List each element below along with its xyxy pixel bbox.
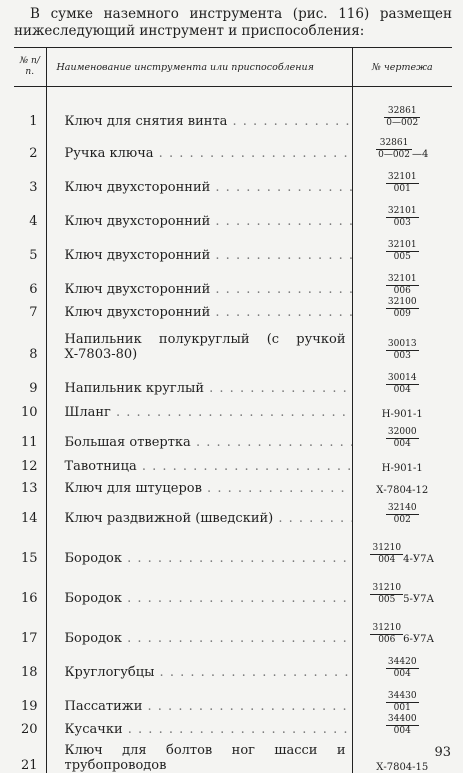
drawing-number xyxy=(352,606,452,646)
drawing-numerator: 30013 xyxy=(386,339,419,351)
tool-name: Ключ двухсторонний . . . xyxy=(46,161,352,195)
row-number: 7 xyxy=(14,297,46,320)
table-row xyxy=(14,526,452,566)
row-number: 19 xyxy=(14,680,46,714)
table-row xyxy=(14,606,452,646)
table-row xyxy=(14,362,452,396)
row-number: 21 xyxy=(14,737,46,773)
drawing-denominator: 004 xyxy=(386,726,419,737)
drawing-number xyxy=(352,97,452,129)
tool-name: Кусачки . . . xyxy=(46,714,352,737)
drawing-number xyxy=(352,496,452,526)
drawing-suffix: 5-У7А xyxy=(403,594,434,605)
drawing-numerator: 32101 xyxy=(386,172,419,184)
table-row xyxy=(14,450,452,474)
drawing-fraction xyxy=(386,503,419,526)
table-row xyxy=(14,263,452,297)
page-number: 93 xyxy=(434,745,451,760)
drawing-suffix: —4 xyxy=(412,149,428,160)
drawing-numerator: 32100 xyxy=(386,297,419,309)
tool-table-body xyxy=(14,87,452,773)
drawing-fraction xyxy=(386,427,419,450)
drawing-code: Н-901-1 xyxy=(382,463,423,474)
drawing-denominator: 004 xyxy=(370,555,403,566)
drawing-number xyxy=(352,680,452,714)
table-row xyxy=(14,714,452,737)
drawing-number xyxy=(352,229,452,263)
tool-table xyxy=(14,47,452,773)
drawing-denominator: 001 xyxy=(386,184,419,195)
drawing-number xyxy=(352,566,452,606)
tool-name: Ключ двухсторонний . . . xyxy=(46,297,352,320)
row-number: 20 xyxy=(14,714,46,737)
row-number: 12 xyxy=(14,450,46,474)
table-row xyxy=(14,680,452,714)
table-row xyxy=(14,396,452,420)
header-number: № п/п. xyxy=(14,48,46,87)
table-row xyxy=(14,320,452,362)
drawing-denominator: 003 xyxy=(386,218,419,229)
drawing-denominator: 006 xyxy=(370,635,403,646)
header-name: Наименование инструмента или приспособления xyxy=(46,48,352,87)
table-row xyxy=(14,195,452,229)
row-number: 9 xyxy=(14,362,46,396)
row-number: 14 xyxy=(14,496,46,526)
drawing-numerator: 31210 xyxy=(370,623,403,635)
table-row xyxy=(14,229,452,263)
table-row xyxy=(14,161,452,195)
tool-name: Ключ для штуцеров . . . xyxy=(46,474,352,496)
drawing-code: Х-7804-12 xyxy=(376,485,428,496)
table-row xyxy=(14,496,452,526)
drawing-fraction xyxy=(386,691,419,714)
drawing-numerator: 30014 xyxy=(386,373,419,385)
drawing-denominator: 0—002 xyxy=(384,118,420,129)
drawing-denominator: 0—002 xyxy=(376,150,412,161)
drawing-numerator: 32861 xyxy=(384,106,420,118)
drawing-fraction xyxy=(386,373,419,396)
drawing-numerator: 32000 xyxy=(386,427,419,439)
drawing-number xyxy=(352,646,452,680)
drawing-denominator: 004 xyxy=(386,385,419,396)
row-number: 4 xyxy=(14,195,46,229)
drawing-numerator: 32861 xyxy=(376,138,412,150)
drawing-denominator: 002 xyxy=(386,515,419,526)
row-number: 1 xyxy=(14,97,46,129)
row-number: 16 xyxy=(14,566,46,606)
row-number: 18 xyxy=(14,646,46,680)
drawing-fraction xyxy=(386,206,419,229)
table-row xyxy=(14,566,452,606)
drawing-number xyxy=(352,195,452,229)
tool-name: Ключ раздвижной (шведский) . . . xyxy=(46,496,352,526)
drawing-number xyxy=(352,450,452,474)
table-row xyxy=(14,646,452,680)
drawing-fraction xyxy=(386,657,419,680)
drawing-denominator: 004 xyxy=(386,669,419,680)
tool-name: Бородок . . . xyxy=(46,566,352,606)
drawing-number xyxy=(352,526,452,566)
drawing-fraction xyxy=(386,297,419,320)
drawing-number xyxy=(352,129,452,161)
drawing-fraction xyxy=(370,623,403,646)
tool-name: Шланг . . . xyxy=(46,396,352,420)
table-row xyxy=(14,97,452,129)
drawing-numerator: 32101 xyxy=(386,274,419,286)
drawing-fraction xyxy=(386,240,419,263)
drawing-numerator: 32101 xyxy=(386,206,419,218)
drawing-fraction xyxy=(376,138,412,161)
drawing-denominator: 001 xyxy=(386,703,419,714)
table-row xyxy=(14,129,452,161)
tool-name: Напильник полукруглый (с ручкой Х-7803-80) xyxy=(46,320,352,362)
tool-name: Ручка ключа . . . xyxy=(46,129,352,161)
drawing-fraction xyxy=(384,106,420,129)
drawing-number xyxy=(352,420,452,450)
drawing-fraction xyxy=(386,274,419,297)
drawing-denominator: 006 xyxy=(386,286,419,297)
tool-name: Круглогубцы . . . xyxy=(46,646,352,680)
row-number: 8 xyxy=(14,320,46,362)
drawing-fraction xyxy=(370,583,403,606)
drawing-numerator: 32140 xyxy=(386,503,419,515)
drawing-denominator: 003 xyxy=(386,351,419,362)
drawing-numerator: 34430 xyxy=(386,691,419,703)
row-number: 2 xyxy=(14,129,46,161)
tool-name: Бородок . . . xyxy=(46,606,352,646)
drawing-denominator: 005 xyxy=(386,252,419,263)
tool-name: Тавотница . . . xyxy=(46,450,352,474)
drawing-numerator: 32101 xyxy=(386,240,419,252)
row-number: 11 xyxy=(14,420,46,450)
tool-name: Ключ двухсторонний . . . xyxy=(46,263,352,297)
drawing-fraction xyxy=(370,543,403,566)
drawing-denominator: 005 xyxy=(370,595,403,606)
row-number: 17 xyxy=(14,606,46,646)
drawing-denominator: 009 xyxy=(386,309,419,320)
row-number: 6 xyxy=(14,263,46,297)
drawing-numerator: 34400 xyxy=(386,714,419,726)
drawing-numerator: 31210 xyxy=(370,543,403,555)
row-number: 3 xyxy=(14,161,46,195)
row-number: 13 xyxy=(14,474,46,496)
drawing-code: Н-901-1 xyxy=(382,409,423,420)
drawing-fraction xyxy=(386,714,419,737)
drawing-suffix: 4-У7А xyxy=(403,554,434,565)
tool-name: Ключ двухсторонний . . . xyxy=(46,195,352,229)
drawing-code: Х-7804-15 xyxy=(376,762,428,773)
drawing-number xyxy=(352,161,452,195)
drawing-number xyxy=(352,714,452,737)
drawing-number xyxy=(352,297,452,320)
tool-name: Пассатижи . . . xyxy=(46,680,352,714)
header-drawing: № чертежа xyxy=(352,48,452,87)
row-number: 5 xyxy=(14,229,46,263)
intro-paragraph: В сумке наземного инструмента (рис. 116) размещен нижеследующий инструмент и приспособления: xyxy=(14,6,452,40)
drawing-suffix: 6-У7А xyxy=(403,634,434,645)
drawing-numerator: 34420 xyxy=(386,657,419,669)
tool-name: Ключ для болтов ног шасси и трубопроводов xyxy=(46,737,352,773)
tool-name: Ключ для снятия винта . . . xyxy=(46,97,352,129)
drawing-fraction xyxy=(386,172,419,195)
table-row xyxy=(14,420,452,450)
drawing-number xyxy=(352,474,452,496)
tool-name: Ключ двухсторонний . . . xyxy=(46,229,352,263)
drawing-number xyxy=(352,320,452,362)
table-row xyxy=(14,474,452,496)
drawing-number xyxy=(352,396,452,420)
drawing-number xyxy=(352,362,452,396)
tool-name: Напильник круглый . . . xyxy=(46,362,352,396)
drawing-number xyxy=(352,263,452,297)
row-number: 15 xyxy=(14,526,46,566)
drawing-denominator: 004 xyxy=(386,439,419,450)
tool-name: Большая отвертка . . . xyxy=(46,420,352,450)
drawing-numerator: 31210 xyxy=(370,583,403,595)
table-row xyxy=(14,297,452,320)
drawing-fraction xyxy=(386,339,419,362)
table-header-row xyxy=(14,48,452,87)
row-number: 10 xyxy=(14,396,46,420)
tool-name: Бородок . . . xyxy=(46,526,352,566)
